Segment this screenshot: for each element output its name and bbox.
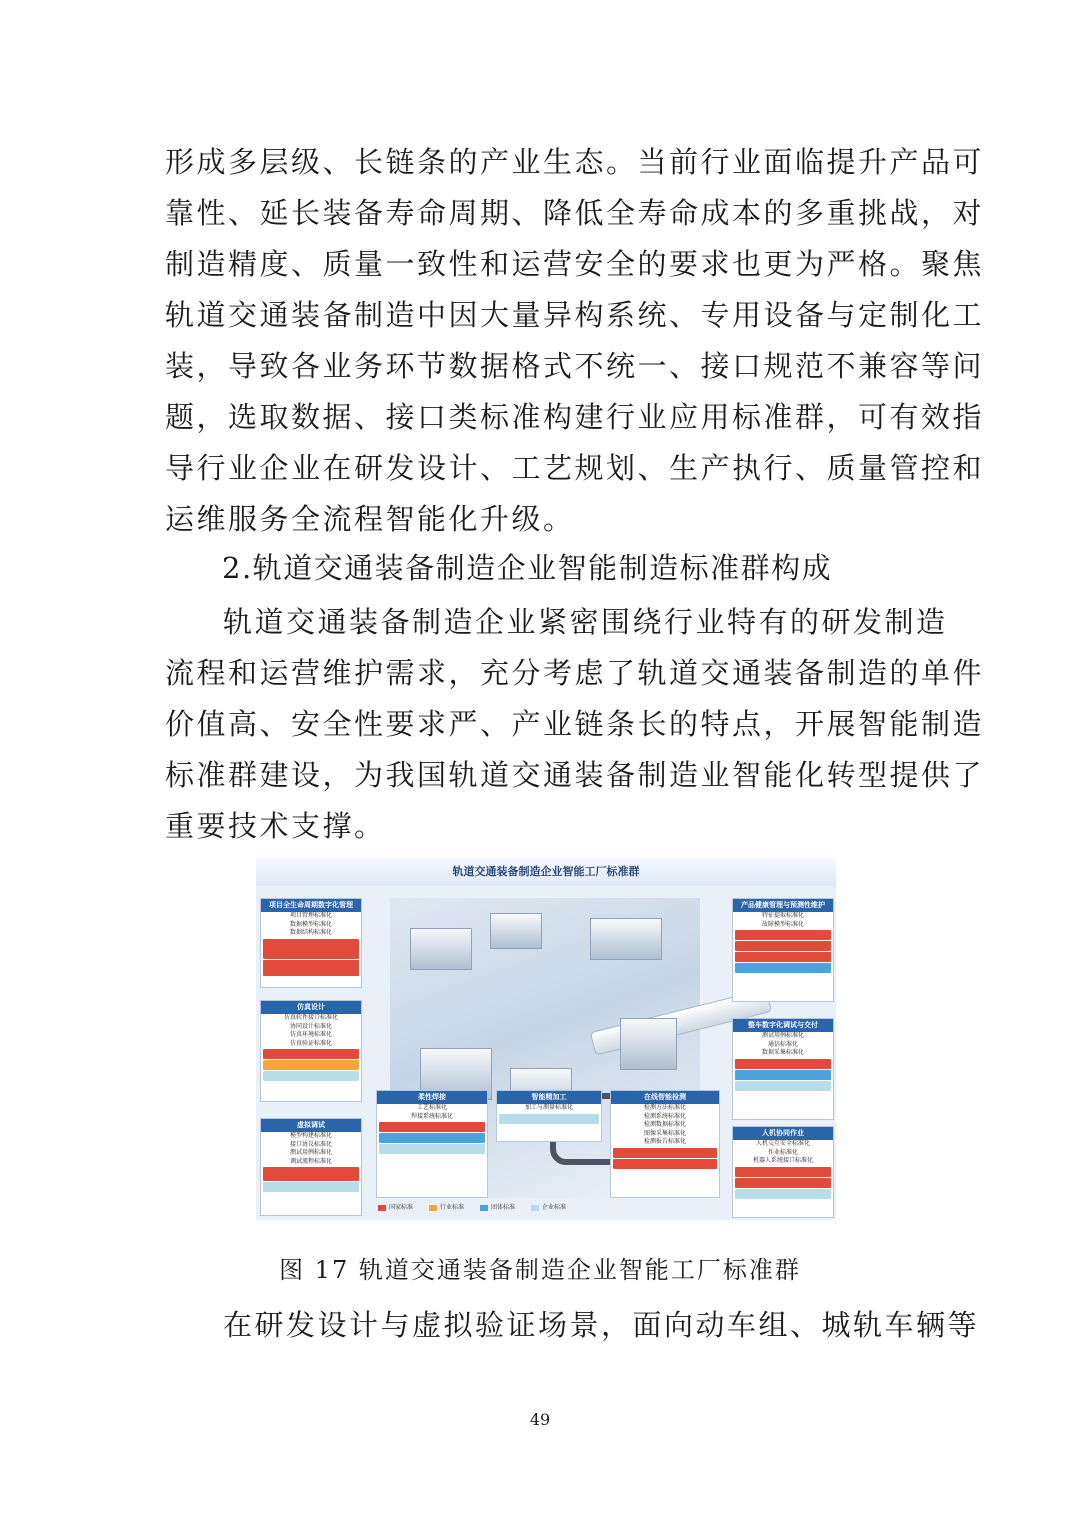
legend-item: 行业标准 bbox=[429, 1202, 464, 1211]
standard-tag bbox=[735, 1081, 831, 1091]
text-line: 装，导致各业务环节数据格式不统一、接口规范不兼容等问 bbox=[165, 349, 985, 383]
box-item: 工艺标准化 bbox=[416, 1104, 447, 1111]
paragraph-bottom bbox=[165, 1300, 980, 1351]
text-line: 靠性、延长装备寿命周期、降低全寿命成本的多重挑战，对 bbox=[165, 196, 985, 230]
box-item: 人机交互安全标准化 bbox=[755, 1140, 810, 1147]
figure-legend bbox=[378, 1202, 566, 1211]
box-item: 仿真验证标准化 bbox=[289, 1039, 332, 1047]
text-line: 题，选取数据、接口类标准构建行业应用标准群，可有效指 bbox=[165, 400, 985, 434]
standard-tag bbox=[379, 1144, 485, 1154]
box-item: 检测数据标准化 bbox=[643, 1121, 686, 1128]
left-box bbox=[260, 898, 362, 988]
right-box bbox=[732, 898, 834, 1002]
box-item: 测试用例标准化 bbox=[289, 1149, 332, 1156]
box-item: 仿真软件接口标准化 bbox=[283, 1014, 338, 1021]
text-line: 流程和运营维护需求，充分考虑了轨道交通装备制造的单件 bbox=[165, 656, 985, 690]
text-line: 形成多层级、长链条的产业生态。当前行业面临提升产品可 bbox=[165, 145, 985, 179]
text-line: 制造精度、质量一致性和运营安全的要求也更为严格。聚焦 bbox=[165, 247, 985, 281]
box-item: 数据模型标准化 bbox=[289, 920, 332, 928]
text-line: 运维服务全流程智能化升级。 bbox=[165, 502, 575, 536]
box-title: 智能精加工 bbox=[497, 1091, 601, 1104]
standard-tag bbox=[735, 952, 831, 962]
box-title: 人机协同作业 bbox=[733, 1127, 833, 1140]
box-item: 焊接系统标准化 bbox=[410, 1112, 453, 1120]
standards-figure bbox=[256, 858, 836, 1220]
box-item: 协同设计标准化 bbox=[289, 1022, 332, 1030]
standard-tag bbox=[613, 1148, 717, 1158]
box-item: 特征提取标准化 bbox=[761, 912, 804, 919]
box-title: 项目全生命周期数字化管理 bbox=[261, 899, 361, 912]
standard-tag bbox=[735, 1189, 831, 1199]
box-item: 检测方法标准化 bbox=[643, 1104, 686, 1111]
box-item: 机器人系统接口标准化 bbox=[752, 1157, 813, 1164]
left-box bbox=[260, 1000, 362, 1102]
standard-tag bbox=[613, 1159, 717, 1169]
box-item: 通信标准化 bbox=[767, 1040, 798, 1048]
text-line: 价值高、安全性要求严、产业链条长的特点，开展智能制造 bbox=[165, 707, 985, 741]
standard-tag bbox=[735, 1178, 831, 1188]
box-title: 柔性焊接 bbox=[377, 1091, 487, 1104]
box-item: 接口协议标准化 bbox=[289, 1140, 332, 1148]
standard-tag bbox=[499, 1114, 599, 1124]
workstation-icon bbox=[410, 928, 472, 970]
standard-tag bbox=[735, 1167, 831, 1177]
box-item: 项目管理标准化 bbox=[289, 912, 332, 919]
standard-tag bbox=[263, 1167, 359, 1181]
text-line: 导行业企业在研发设计、工艺规划、生产执行、质量管控和 bbox=[165, 451, 985, 485]
text-line: 轨道交通装备制造企业紧密围绕行业特有的研发制造 bbox=[223, 605, 948, 639]
bottom-box bbox=[610, 1090, 720, 1198]
standard-tag bbox=[735, 941, 831, 951]
standard-tag bbox=[263, 1060, 359, 1070]
legend-item: 国家标准 bbox=[378, 1202, 413, 1211]
standard-tag bbox=[735, 930, 831, 940]
bottom-box bbox=[376, 1090, 488, 1198]
standard-tag bbox=[263, 1182, 359, 1192]
box-item: 模型构建标准化 bbox=[289, 1132, 332, 1139]
workstation-icon bbox=[490, 913, 542, 949]
left-box bbox=[260, 1118, 362, 1216]
text-line: 轨道交通装备制造中因大量异构系统、专用设备与定制化工 bbox=[165, 298, 985, 332]
standard-tag bbox=[263, 960, 359, 976]
box-item: 数据采集标准化 bbox=[761, 1049, 804, 1056]
standard-tag bbox=[379, 1122, 485, 1132]
text-line: 标准群建设，为我国轨道交通装备制造业智能化转型提供了 bbox=[165, 758, 985, 792]
standard-tag bbox=[735, 963, 831, 973]
figure-caption: 图 17 轨道交通装备制造企业智能工厂标准群 bbox=[279, 1256, 801, 1284]
box-item: 检测报告标准化 bbox=[643, 1138, 686, 1145]
standard-tag bbox=[735, 1059, 831, 1069]
section-heading: 2.轨道交通装备制造企业智能制造标准群构成 bbox=[222, 551, 833, 585]
box-title: 在线智能检测 bbox=[611, 1091, 719, 1104]
text-line: 重要技术支撑。 bbox=[165, 809, 386, 843]
legend-item: 团体标准 bbox=[480, 1202, 515, 1211]
box-item: 作业标准化 bbox=[767, 1148, 798, 1156]
right-box bbox=[732, 1126, 834, 1218]
box-title: 虚拟调试 bbox=[261, 1119, 361, 1132]
box-title: 整车数字化调试与交付 bbox=[733, 1019, 833, 1032]
box-item: 图像采集标准化 bbox=[643, 1129, 686, 1137]
box-item: 检测系统标准化 bbox=[643, 1112, 686, 1120]
standard-tag bbox=[263, 939, 359, 959]
box-title: 仿真设计 bbox=[261, 1001, 361, 1014]
text-line: 在研发设计与虚拟验证场景，面向动车组、城轨车辆等 bbox=[223, 1308, 980, 1342]
box-item: 测试用例标准化 bbox=[761, 1032, 804, 1039]
right-box bbox=[732, 1018, 834, 1120]
bottom-box bbox=[496, 1090, 602, 1142]
paragraph-top bbox=[165, 137, 985, 545]
box-item: 仿真环境标准化 bbox=[289, 1031, 332, 1038]
box-item: 调试流程标准化 bbox=[289, 1157, 332, 1165]
legend-item: 企业标准 bbox=[531, 1202, 566, 1211]
figure-title: 轨道交通装备制造企业智能工厂标准群 bbox=[256, 858, 836, 886]
standard-tag bbox=[735, 1070, 831, 1080]
paragraph-mid bbox=[165, 597, 985, 852]
box-title: 产品健康管理与预测性维护 bbox=[733, 899, 833, 912]
standard-tag bbox=[263, 1049, 359, 1059]
box-item: 故障模型标准化 bbox=[761, 920, 804, 928]
box-item: 加工与测量标准化 bbox=[524, 1104, 573, 1111]
workstation-icon bbox=[590, 918, 662, 960]
page-number: 49 bbox=[529, 1410, 551, 1429]
machine-icon bbox=[620, 1018, 677, 1070]
standard-tag bbox=[379, 1133, 485, 1143]
box-item: 数据结构标准化 bbox=[289, 929, 332, 936]
standard-tag bbox=[263, 1071, 359, 1081]
